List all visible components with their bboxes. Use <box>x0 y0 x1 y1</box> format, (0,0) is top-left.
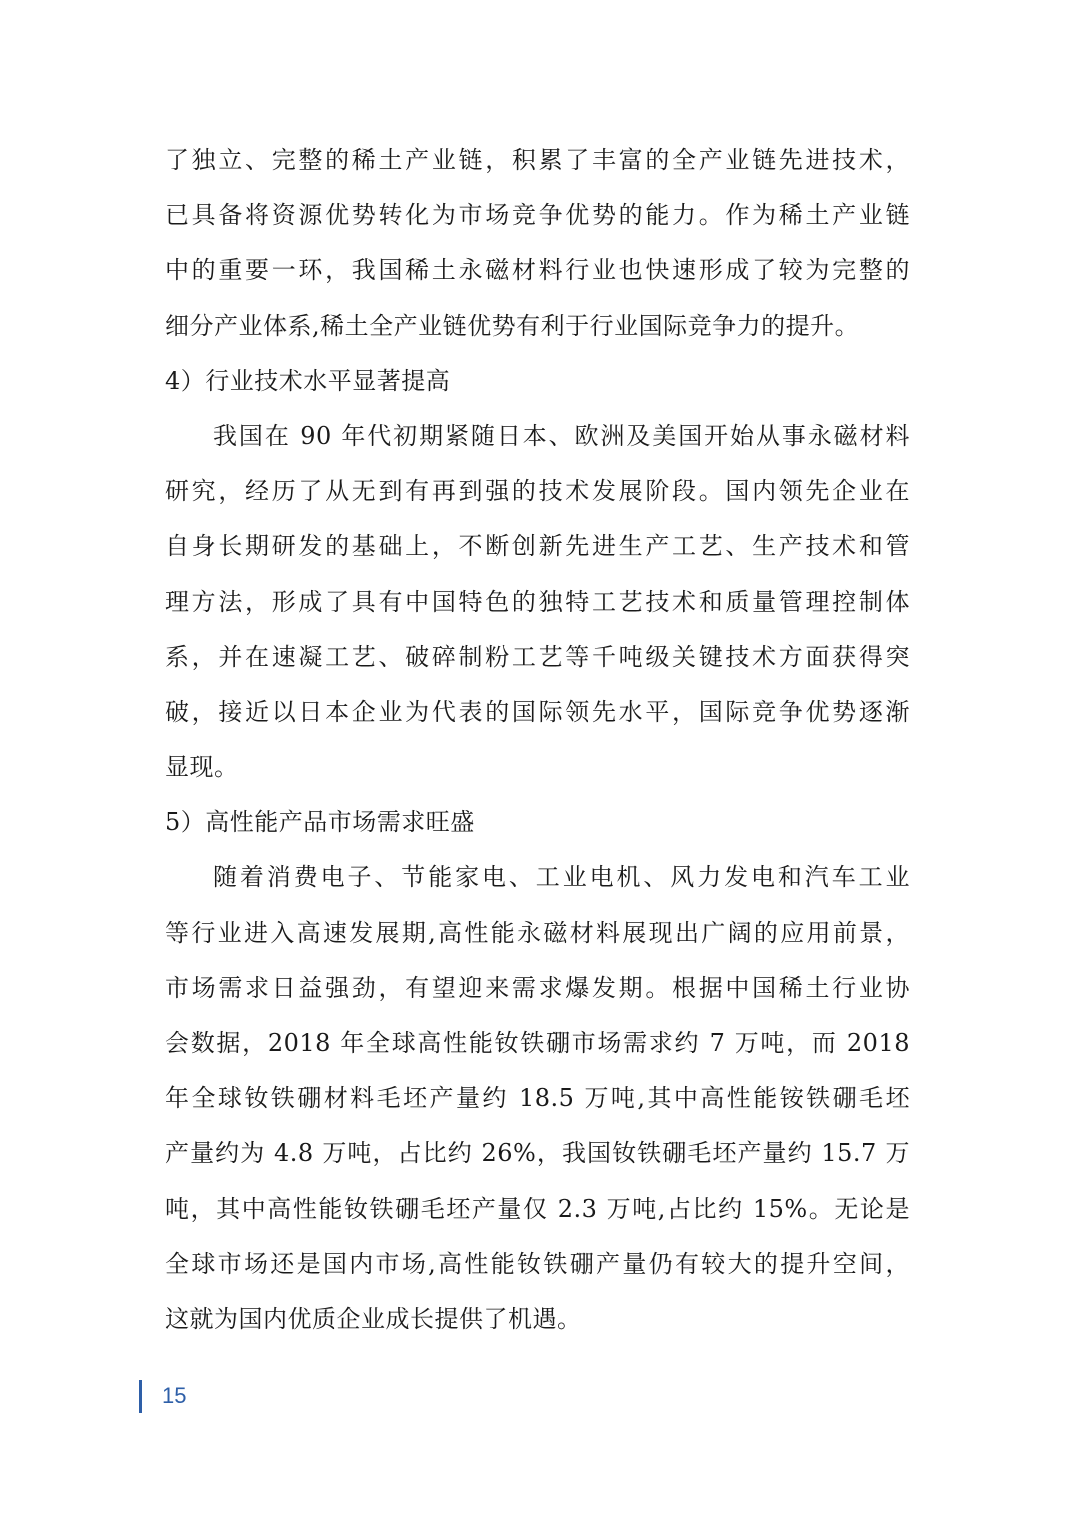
footer-accent-bar <box>139 1380 142 1413</box>
text-line: 市场需求日益强劲，有望迎来需求爆发期。根据中国稀土行业协 <box>165 973 910 1002</box>
text-line: 研究，经历了从无到有再到强的技术发展阶段。国内领先企业在 <box>165 477 910 506</box>
text-line: 中的重要一环，我国稀土永磁材料行业也快速形成了较为完整的 <box>165 256 910 285</box>
text-line: 等行业进入高速发展期,高性能永磁材料展现出广阔的应用前景， <box>165 918 910 947</box>
section-heading: 5）高性能产品市场需求旺盛 <box>165 808 475 837</box>
text-line: 产量约为 4.8 万吨，占比约 26%，我国钕铁硼毛坯产量约 15.7 万 <box>165 1139 910 1168</box>
text-line: 细分产业体系,稀土全产业链优势有利于行业国际竞争力的提升。 <box>165 311 860 340</box>
text-line: 破，接近以日本企业为代表的国际领先水平，国际竞争优势逐渐 <box>165 697 910 726</box>
text-line: 理方法，形成了具有中国特色的独特工艺技术和质量管理控制体 <box>165 587 910 616</box>
text-line: 自身长期研发的基础上，不断创新先进生产工艺、生产技术和管 <box>165 532 910 561</box>
text-line: 已具备将资源优势转化为市场竞争优势的能力。作为稀土产业链 <box>165 201 910 230</box>
text-line: 吨，其中高性能钕铁硼毛坯产量仅 2.3 万吨,占比约 15%。无论是 <box>165 1194 910 1223</box>
text-line: 了独立、完整的稀土产业链，积累了丰富的全产业链先进技术， <box>165 146 910 174</box>
text-line: 系，并在速凝工艺、破碎制粉工艺等千吨级关键技术方面获得突 <box>165 642 910 671</box>
text-line: 我国在 90 年代初期紧随日本、欧洲及美国开始从事永磁材料 <box>213 421 910 450</box>
text-line: 年全球钕铁硼材料毛坯产量约 18.5 万吨,其中高性能铵铁硼毛坯 <box>165 1084 910 1113</box>
text-line: 这就为国内优质企业成长提供了机遇。 <box>165 1304 582 1333</box>
text-line: 显现。 <box>165 753 239 782</box>
body-text <box>165 133 910 1347</box>
text-line: 随着消费电子、节能家电、工业电机、风力发电和汽车工业 <box>213 863 910 892</box>
page-number: 15 <box>162 1383 187 1408</box>
text-line: 全球市场还是国内市场,高性能钕铁硼产量仍有较大的提升空间， <box>165 1249 910 1278</box>
section-heading: 4）行业技术水平显著提高 <box>165 366 451 395</box>
text-line: 会数据，2018 年全球高性能钕铁硼市场需求约 7 万吨，而 2018 <box>165 1029 910 1057</box>
